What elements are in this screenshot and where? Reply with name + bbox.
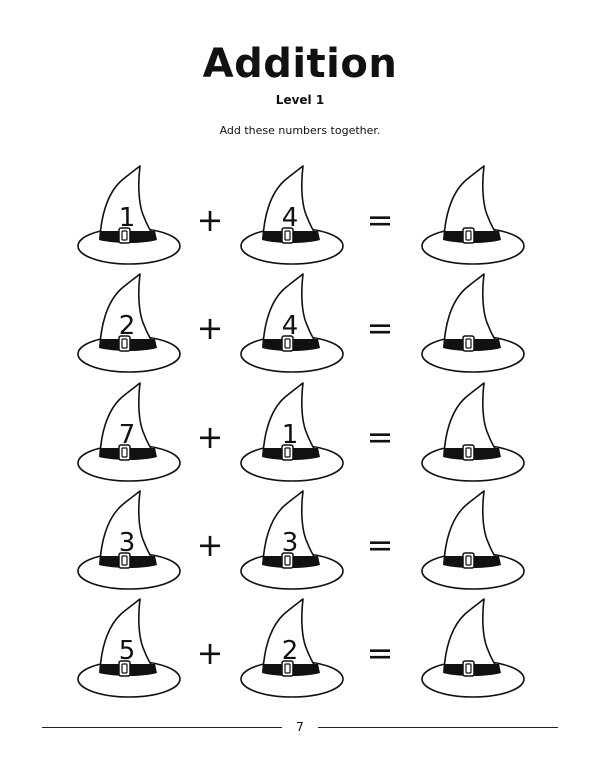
second-addend: 4 xyxy=(281,311,299,341)
first-addend: 3 xyxy=(118,528,136,558)
second-addend-hat xyxy=(240,382,350,486)
plus-sign: + xyxy=(196,201,224,239)
level-label: Level 1 xyxy=(275,93,325,107)
equals-sign: = xyxy=(366,309,394,347)
plus-sign: + xyxy=(196,309,224,347)
second-addend: 2 xyxy=(281,636,299,666)
instructions: Add these numbers together. xyxy=(219,124,381,137)
page-title: Addition xyxy=(202,41,398,87)
first-addend-hat xyxy=(77,165,187,269)
second-addend-hat xyxy=(240,273,350,377)
first-addend-hat xyxy=(77,598,187,702)
problem-row xyxy=(0,598,600,702)
equals-sign: = xyxy=(366,418,394,456)
equals-sign: = xyxy=(366,201,394,239)
second-addend: 3 xyxy=(281,528,299,558)
problem-row xyxy=(0,490,600,594)
answer-hat-hat xyxy=(421,598,531,702)
second-addend: 4 xyxy=(281,203,299,233)
second-addend-hat xyxy=(240,598,350,702)
page-number: 7 xyxy=(296,720,304,734)
problem-row xyxy=(0,382,600,486)
witch-hat-icon xyxy=(421,598,531,702)
first-addend: 1 xyxy=(118,203,136,233)
plus-sign: + xyxy=(196,526,224,564)
first-addend: 7 xyxy=(118,420,136,450)
answer-hat-hat xyxy=(421,382,531,486)
first-addend: 2 xyxy=(118,311,136,341)
first-addend-hat xyxy=(77,490,187,594)
witch-hat-icon xyxy=(421,490,531,594)
second-addend: 1 xyxy=(281,420,299,450)
answer-hat-hat xyxy=(421,490,531,594)
equals-sign: = xyxy=(366,634,394,672)
answer-hat-hat xyxy=(421,273,531,377)
footer-rule-left xyxy=(42,727,282,728)
first-addend-hat xyxy=(77,382,187,486)
first-addend-hat xyxy=(77,273,187,377)
second-addend-hat xyxy=(240,490,350,594)
problem-row xyxy=(0,273,600,377)
footer-rule-right xyxy=(318,727,558,728)
witch-hat-icon xyxy=(421,382,531,486)
plus-sign: + xyxy=(196,418,224,456)
problem-row xyxy=(0,165,600,269)
witch-hat-icon xyxy=(421,273,531,377)
first-addend: 5 xyxy=(118,636,136,666)
equals-sign: = xyxy=(366,526,394,564)
witch-hat-icon xyxy=(421,165,531,269)
plus-sign: + xyxy=(196,634,224,672)
second-addend-hat xyxy=(240,165,350,269)
answer-hat-hat xyxy=(421,165,531,269)
